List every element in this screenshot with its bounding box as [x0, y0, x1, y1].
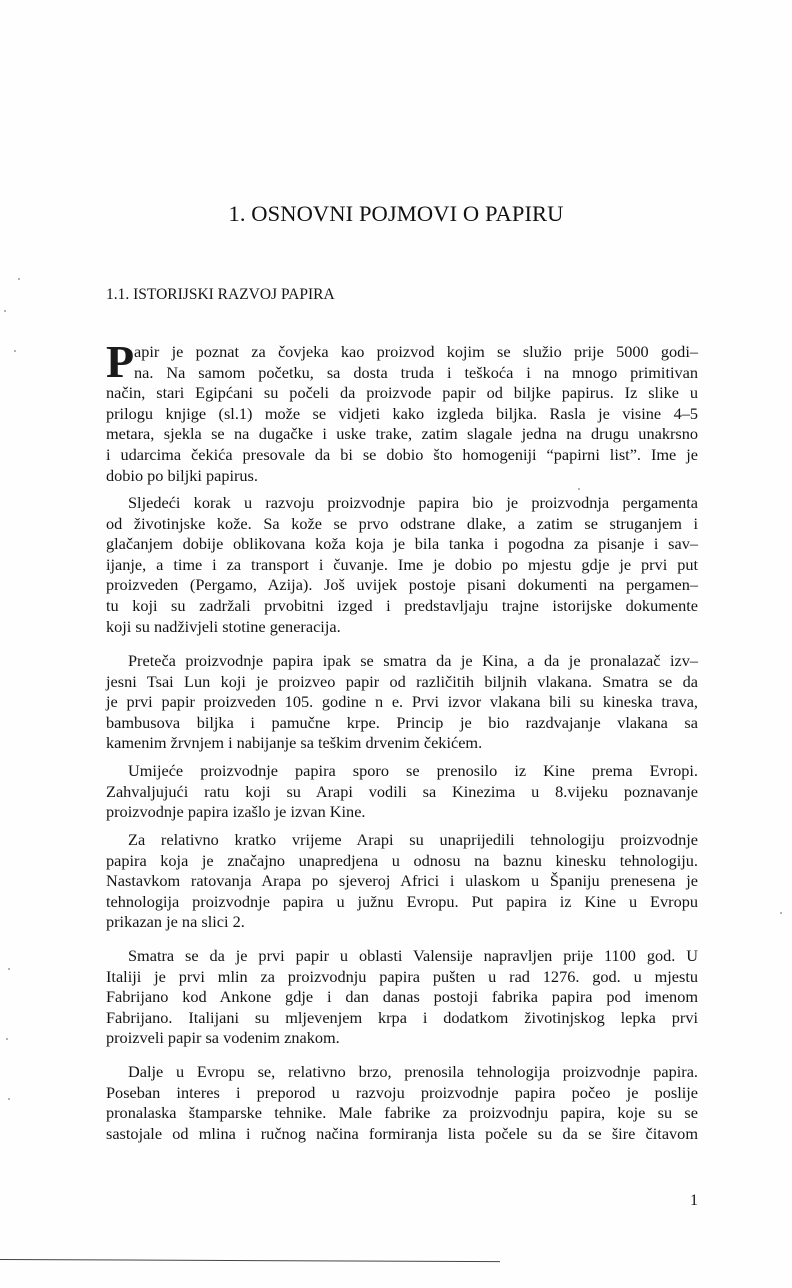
chapter-title: 1. OSNOVNI POJMOVI O PAPIRU [228, 201, 564, 226]
text-line: papira koja je značajno unapredjena u odnosu na baznu kinesku tehnologiju. [106, 850, 698, 870]
scan-speck [6, 1038, 8, 1040]
text-line: sastojale od mlina i ručnog načina formiranja lista počele su da se šire čitavom [106, 1123, 698, 1143]
page-edge-line [0, 1259, 500, 1262]
text-line: Zahvaljujući ratu koji su Arapi vodili sa Kinezima u 8.vijeku poznavanje [106, 781, 698, 801]
text-line: Fabrijano. Italijani su mljevenjem krpa i dodatkom životinjskog lepka prvi [106, 1007, 698, 1027]
text-line: Italiji je prvi mlin za proizvodnju papira pušten u rad 1276. god. u mjestu [106, 966, 698, 986]
paragraph-1 [106, 336, 698, 486]
text-line: Fabrijano kod Ankone gdje i dan danas postoji fabrika papira pod imenom [106, 987, 698, 1007]
text-line: ijanje, a time i za transport i čuvanje. Ime je dobio po mjestu gdje je prvi put [106, 554, 698, 574]
text-line: Preteča proizvodnje papira ipak se smatra da je Kina, a da je pronalazač izv– [128, 651, 698, 670]
text-line: proizveden (Pergamo, Azija). Još uvijek postoje pisani dokumenti na pergamen– [106, 575, 698, 595]
text-line: Za relativno kratko vrijeme Arapi su unaprijedili tehnologiju proizvodnje [128, 830, 698, 849]
scan-speck [780, 912, 782, 914]
scan-speck [18, 278, 20, 280]
paragraph-2 [106, 493, 698, 637]
text-line: Umijeće proizvodnje papira sporo se prenosilo iz Kine prema Evropi. [128, 761, 698, 780]
drop-cap: P [106, 336, 135, 387]
text-line: Sljedeći korak u razvoju proizvodnje papira bio je proizvodnja pergamenta [128, 493, 698, 512]
text-line: prikazan je na slici 2. [106, 912, 245, 932]
section-title: 1.1. ISTORIJSKI RAZVOJ PAPIRA [106, 286, 335, 303]
text-line: bambusova biljka i pamučne krpe. Princip je bio razdvajanje vlakana sa [106, 712, 698, 732]
text-line: proizvodnje papira izašlo je izvan Kine. [106, 802, 366, 822]
text-line: je prvi papir proizveden 105. godine n e. Prvi izvor vlakana bili su kineska trava, [106, 692, 698, 712]
text-line: dobio po biljki papirus. [106, 465, 258, 485]
paragraph-7 [106, 1062, 698, 1144]
paragraph-6 [106, 946, 698, 1049]
page-number: 1 [690, 1192, 698, 1209]
text-line: način, stari Egipćani su počeli da proizvode papir od biljke papirus. Iz slike u [106, 383, 698, 403]
text-line: od životinjske kože. Sa kože se prvo odstrane dlake, a zatim se struganjem i [106, 513, 698, 533]
scan-speck [4, 310, 6, 312]
text-line: na. Na samom početku, sa dosta truda i teškoća i na mnogo primitivan [134, 362, 698, 382]
text-line: Dalje u Evropu se, relativno brzo, prenosila tehnologija proizvodnje papira. [128, 1062, 698, 1081]
text-line: proizveli papir sa vodenim znakom. [106, 1028, 340, 1048]
text-line: tu koji su zadržali prvobitni izged i predstavljaju trajne istorijske dokumente [106, 595, 698, 615]
text-line: koji su nadživjeli stotine generacija. [106, 616, 341, 636]
text-line: Smatra se da je prvi papir u oblasti Valensije napravljen prije 1100 god. U [128, 946, 698, 965]
paragraph-4 [106, 761, 698, 823]
scan-speck [14, 350, 16, 352]
text-line: jesni Tsai Lun koji je proizveo papir od različitih biljnih vlakana. Smatra se da [106, 671, 698, 691]
scan-speck [578, 488, 580, 490]
text-line: kamenim žrvnjem i nabijanje sa teškim drvenim čekićem. [106, 733, 483, 753]
scan-speck [8, 968, 10, 970]
text-line: Poseban interes i preporod u razvoju proizvodnje papira počeo je poslije [106, 1082, 698, 1102]
text-line: glačanjem dobije oblikovana koža koja je bila tanka i pogodna za pisanje i sav– [106, 534, 698, 554]
text-line: tehnologija proizvodnje papira u južnu Evropu. Put papira iz Kine u Evropu [106, 891, 698, 911]
paragraph-3 [106, 651, 698, 754]
text-line: prilogu knjige (sl.1) može se vidjeti kako izgleda biljka. Rasla je visine 4–5 [106, 403, 698, 423]
text-line: metara, sjekla se na dugačke i uske trake, zatim slagale jedna na drugu unakrsno [106, 424, 698, 444]
text-line: pronalaska štamparske tehnike. Male fabrike za proizvodnju papira, koje su se [106, 1103, 698, 1123]
text-line: apir je poznat za čovjeka kao proizvod kojim se služio prije 5000 godi– [134, 342, 698, 361]
text-line: i udarcima čekića presovale da bi se dobio što homogeniji “papirni list”. Ime je [106, 444, 698, 464]
paragraph-5 [106, 830, 698, 933]
scan-speck [8, 1098, 10, 1100]
text-line: Nastavkom ratovanja Arapa po sjeveroj Africi i ulaskom u Španiju prenesena je [106, 871, 698, 891]
